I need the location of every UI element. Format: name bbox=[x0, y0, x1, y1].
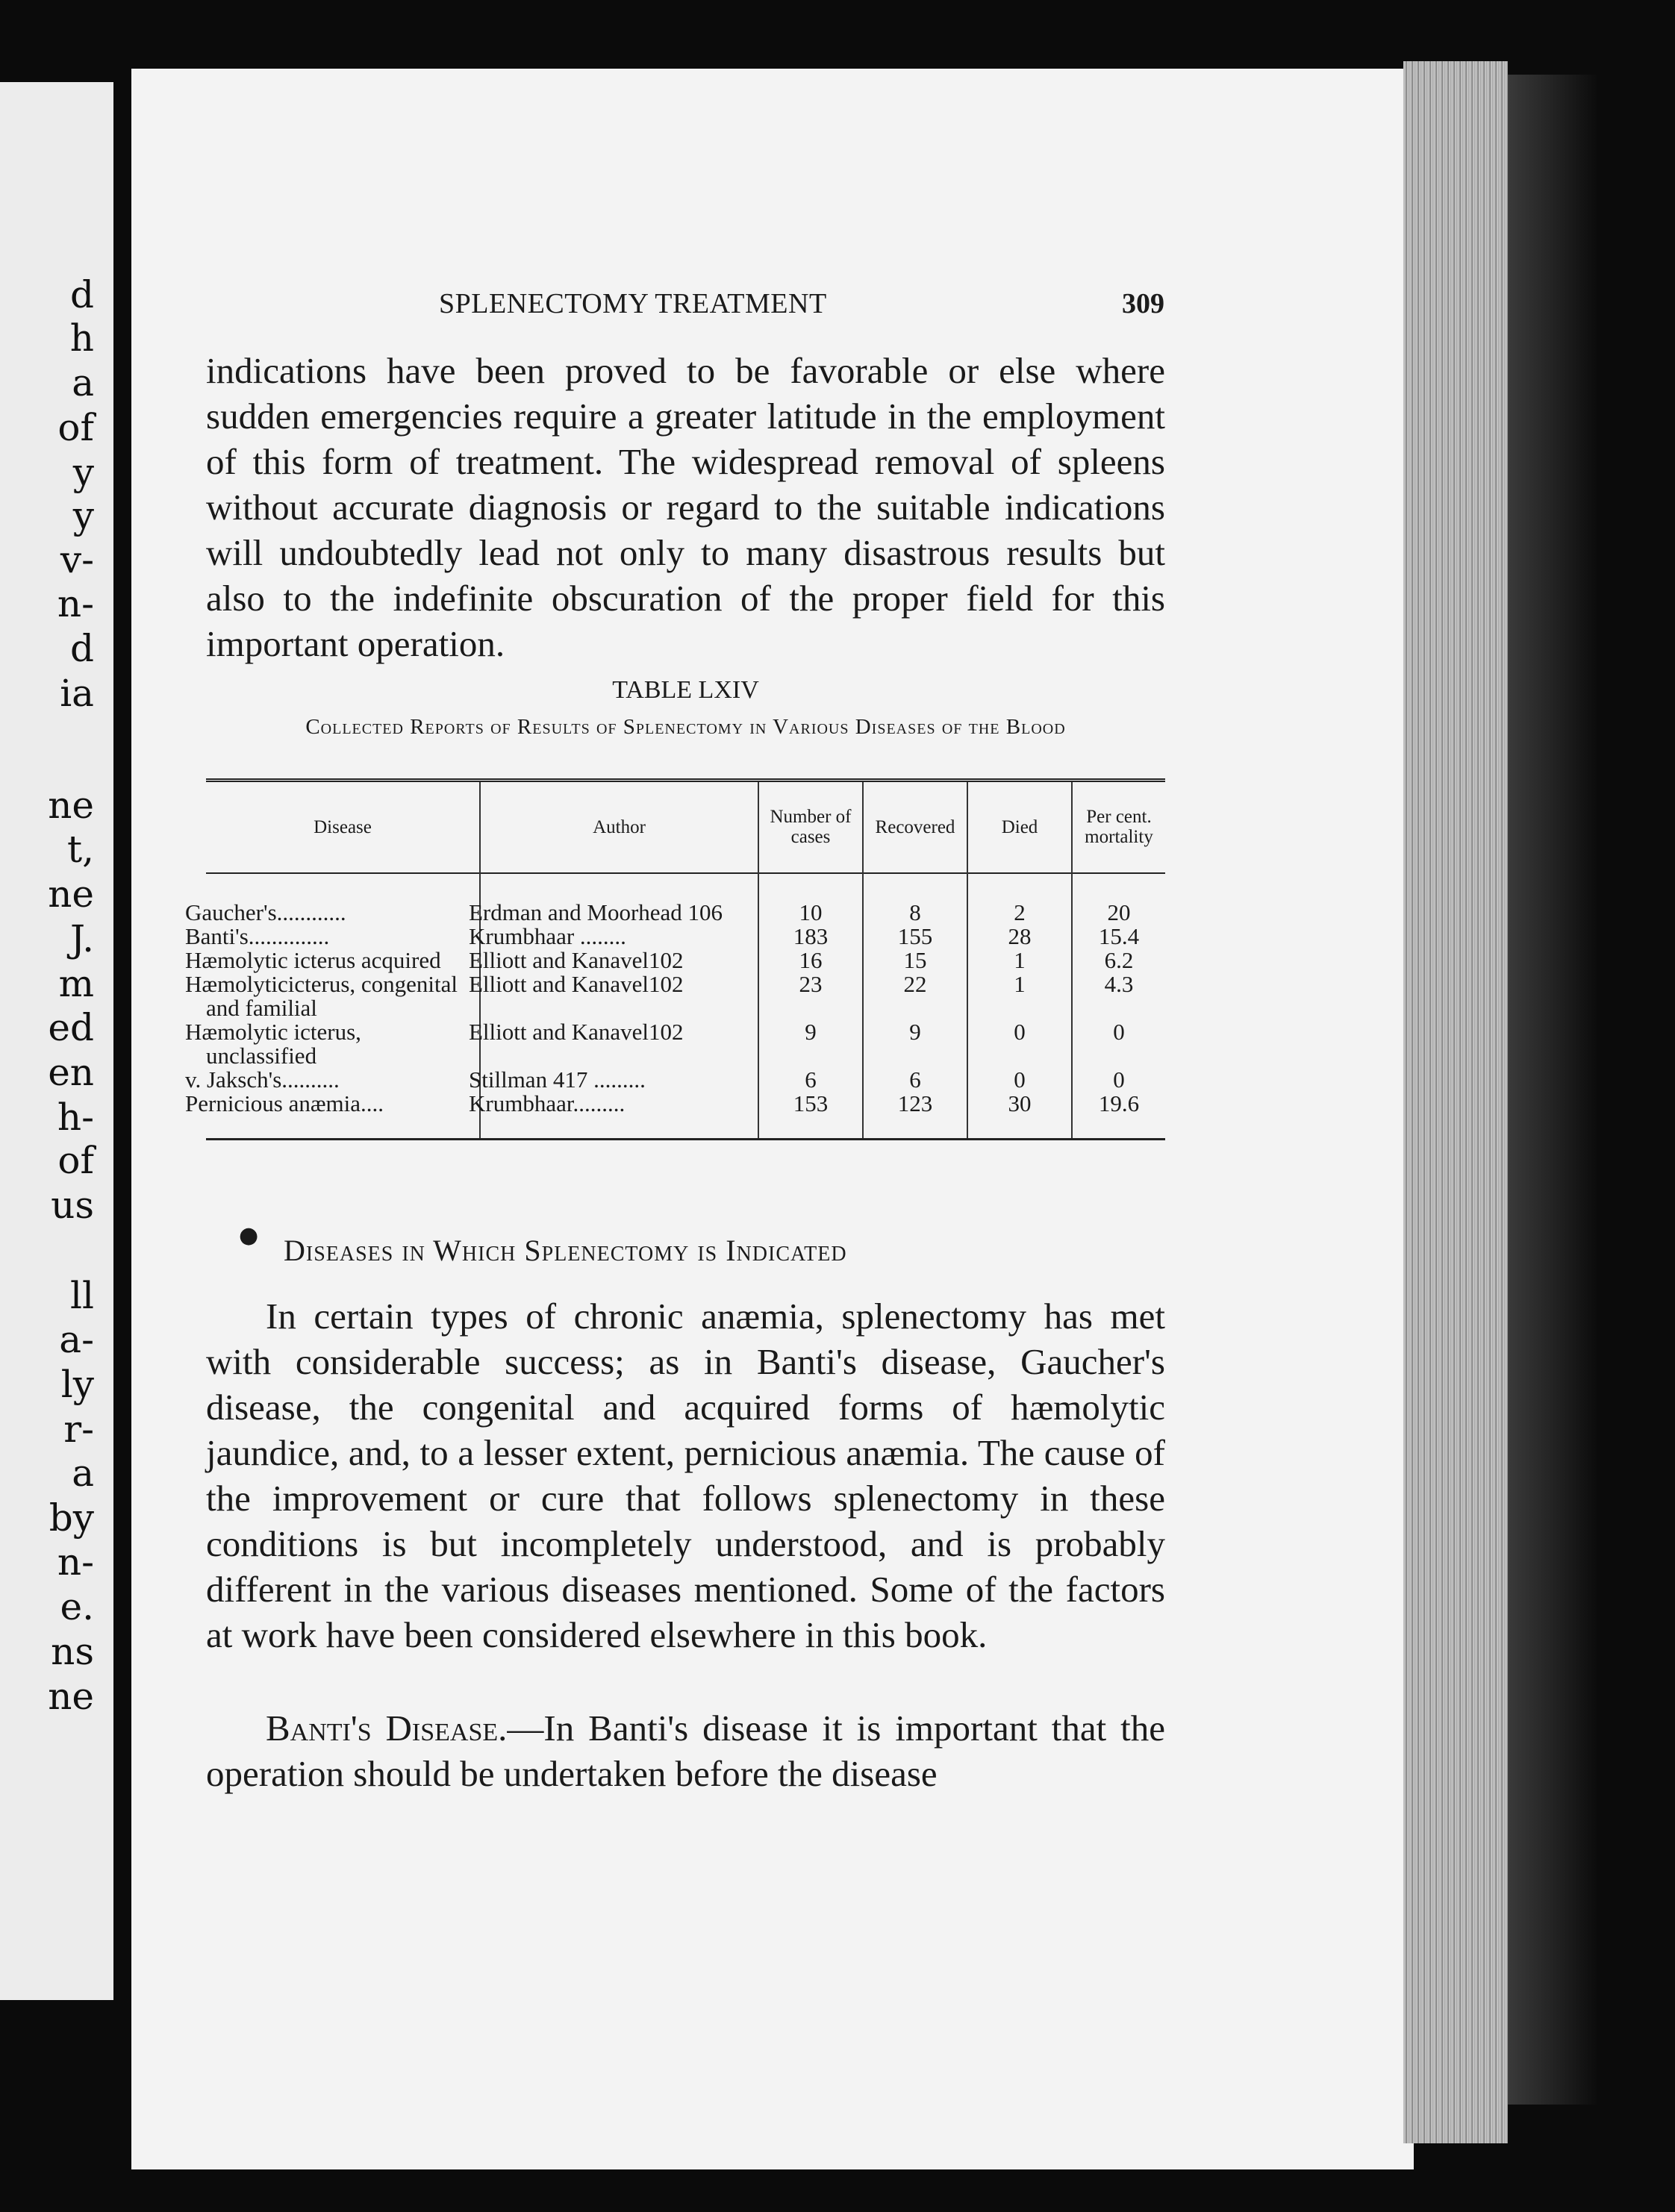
left-page-margin bbox=[0, 82, 113, 2000]
left-page-fragment: r- bbox=[63, 1408, 94, 1451]
cell-died: 1 bbox=[967, 949, 1072, 972]
left-page-fragment: by bbox=[49, 1496, 94, 1540]
paragraph-text: —In Banti's disease it is important that the operation should be undertaken before the disease bbox=[206, 1708, 1165, 1794]
table-row bbox=[206, 972, 1165, 1020]
cell-cases: 23 bbox=[758, 972, 863, 1020]
table-row bbox=[206, 1068, 1165, 1092]
cell-author: Krumbhaar ........ bbox=[480, 925, 758, 949]
cell-disease: Hæmolytic icterus acquired bbox=[206, 949, 480, 972]
run-in-heading: Banti's Disease. bbox=[266, 1708, 508, 1749]
cell-author: Erdman and Moorhead 106 bbox=[480, 873, 758, 925]
cell-mortality: 0 bbox=[1113, 1066, 1125, 1093]
cell-recovered: 22 bbox=[863, 972, 967, 1020]
cell-recovered: 15 bbox=[863, 949, 967, 972]
left-page-fragment: d bbox=[69, 273, 94, 316]
left-page-fragment: t, bbox=[67, 828, 94, 871]
table-row bbox=[206, 949, 1165, 972]
cell-died: 0 bbox=[967, 1068, 1072, 1092]
left-page-fragment: e. bbox=[60, 1585, 94, 1628]
left-page-fragment: ed bbox=[48, 1006, 94, 1049]
left-page-fragment: ne bbox=[48, 872, 94, 916]
left-page-fragment: us bbox=[51, 1184, 94, 1227]
cell-disease: v. Jaksch's.......... bbox=[206, 1068, 480, 1092]
table-number: TABLE LXIV bbox=[612, 676, 759, 704]
left-page-fragment: ly bbox=[60, 1363, 94, 1406]
left-page-fragment: of bbox=[57, 1139, 94, 1182]
cell-disease: Hæmolytic icterus, unclassified bbox=[206, 1020, 480, 1068]
left-page-fragment: en bbox=[48, 1051, 94, 1094]
cell-cases: 153 bbox=[758, 1092, 863, 1140]
table-row bbox=[206, 925, 1165, 949]
book-cover bbox=[1508, 75, 1597, 2105]
header-disease: Disease bbox=[206, 781, 480, 873]
cell-cases: 183 bbox=[758, 925, 863, 949]
left-page-fragment: y bbox=[72, 494, 94, 537]
cell-mortality: 6.2 bbox=[1104, 946, 1134, 973]
page-edges bbox=[1403, 61, 1508, 2143]
left-page-fragment: h- bbox=[57, 1096, 94, 1139]
cell-author: Elliott and Kanavel102 bbox=[480, 972, 758, 1020]
left-page-fragment: ll bbox=[70, 1274, 94, 1317]
cell-cases: 9 bbox=[758, 1020, 863, 1068]
cell-author: Elliott and Kanavel102 bbox=[480, 949, 758, 972]
table-row bbox=[206, 1092, 1165, 1140]
cell-died: 1 bbox=[967, 972, 1072, 1020]
cell-cases: 10 bbox=[758, 873, 863, 925]
left-page-fragment: n- bbox=[57, 1540, 94, 1584]
cell-mortality: 4.3 bbox=[1104, 970, 1134, 997]
header-mortality: Per cent. mortality bbox=[1085, 807, 1153, 848]
cell-recovered: 8 bbox=[863, 873, 967, 925]
cell-disease: Pernicious anæmia.... bbox=[206, 1092, 480, 1140]
cell-recovered: 6 bbox=[863, 1068, 967, 1092]
cell-died: 0 bbox=[967, 1020, 1072, 1068]
header-author: Author bbox=[480, 781, 758, 873]
paragraph bbox=[206, 1705, 1165, 1796]
left-page-fragment: ia bbox=[60, 672, 94, 715]
header-died: Died bbox=[967, 781, 1072, 873]
bullet-icon: ● bbox=[239, 1222, 259, 1249]
left-page-fragment: ne bbox=[48, 784, 94, 827]
cell-cases: 6 bbox=[758, 1068, 863, 1092]
left-page-fragment: m bbox=[58, 962, 94, 1005]
cell-died: 2 bbox=[967, 873, 1072, 925]
left-page-fragment: v- bbox=[60, 538, 94, 581]
left-page-fragment: a bbox=[72, 361, 94, 404]
table-header-row bbox=[206, 781, 1165, 873]
table-row bbox=[206, 873, 1165, 925]
cell-author: Stillman 417 ......... bbox=[480, 1068, 758, 1092]
left-page-fragment: h bbox=[69, 316, 94, 360]
table-row bbox=[206, 1020, 1165, 1068]
left-page-fragment: J. bbox=[69, 917, 94, 960]
cell-cases: 16 bbox=[758, 949, 863, 972]
cell-mortality: 0 bbox=[1113, 1018, 1125, 1045]
results-table bbox=[185, 778, 1165, 1140]
cell-mortality: 15.4 bbox=[1098, 922, 1140, 949]
left-page-fragment: ne bbox=[48, 1675, 94, 1718]
page-number: 309 bbox=[1122, 288, 1164, 319]
cell-died: 28 bbox=[967, 925, 1072, 949]
cell-recovered: 9 bbox=[863, 1020, 967, 1068]
cell-mortality: 19.6 bbox=[1098, 1090, 1140, 1116]
cell-mortality: 20 bbox=[1107, 899, 1131, 925]
paragraph: In certain types of chronic anæmia, splenectomy has met with considerable success; as in Banti's disease, Gaucher's disease, the congenital and acquired forms of hæmolytic jaundice, and, to a lesser extent, pernicious anæmia. The cause of the improvement or cure that follows splenectomy in these conditions is but incompletely understood, and is probably different in the various diseases mentioned. Some of the factors at work have been considered elsewhere in this book. bbox=[206, 1296, 1165, 1655]
left-page-fragment: ns bbox=[51, 1630, 94, 1673]
left-page-fragment: of bbox=[57, 406, 94, 449]
running-head: SPLENECTOMY TREATMENT bbox=[439, 288, 827, 319]
section-heading: Diseases in Which Splenectomy is Indicated bbox=[284, 1234, 847, 1267]
left-page-fragment: a bbox=[72, 1452, 94, 1495]
cell-recovered: 155 bbox=[863, 925, 967, 949]
cell-disease: Banti's.............. bbox=[206, 925, 480, 949]
header-recovered: Recovered bbox=[863, 781, 967, 873]
cell-author: Elliott and Kanavel102 bbox=[480, 1020, 758, 1068]
left-page-fragment: y bbox=[72, 451, 94, 494]
table-caption: Collected Reports of Results of Splenectomy in Various Diseases of the Blood bbox=[305, 715, 1066, 739]
cell-died: 30 bbox=[967, 1092, 1072, 1140]
left-page-fragment: d bbox=[69, 627, 94, 670]
left-page-fragment: a- bbox=[59, 1318, 94, 1361]
paragraph: indications have been proved to be favorable or else where sudden emergencies require a greater latitude in the employment of this form of treatment. The widespread removal of spleens without accurate diagnosis or regard to the suitable indications will undoubtedly lead not only to many disastrous results but also to the indefinite obscuration of the proper field for this important operation. bbox=[206, 350, 1165, 664]
cell-disease: Hæmolyticicterus, congenital and familial bbox=[206, 972, 480, 1020]
cell-disease: Gaucher's............ bbox=[206, 873, 480, 925]
header-cases: Number of cases bbox=[758, 781, 863, 873]
cell-author: Krumbhaar......... bbox=[480, 1092, 758, 1140]
cell-recovered: 123 bbox=[863, 1092, 967, 1140]
left-page-fragment: n- bbox=[57, 582, 94, 625]
